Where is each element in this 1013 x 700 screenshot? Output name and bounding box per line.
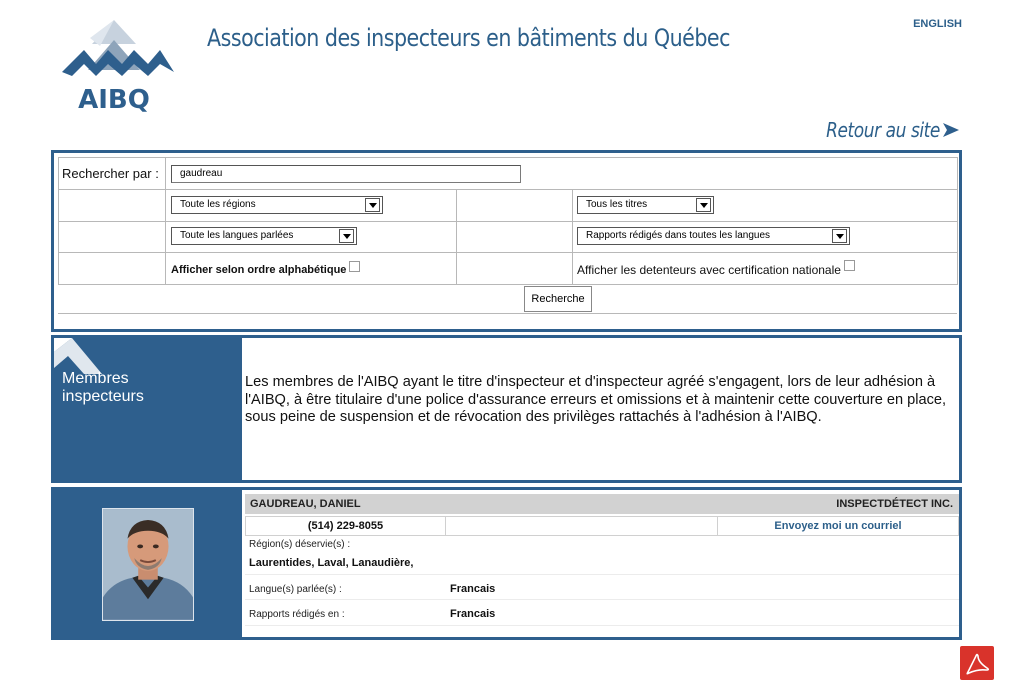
members-label <box>62 370 144 406</box>
language-select[interactable] <box>171 227 357 245</box>
dropdown-arrow-icon <box>832 229 847 243</box>
page-title: Association des inspecteurs en bâtiments du Québec <box>207 24 730 52</box>
result-details <box>245 494 959 635</box>
report-language-select-value: Rapports rédigés dans toutes les langues <box>586 230 771 241</box>
pdf-icon[interactable] <box>960 646 994 680</box>
dropdown-arrow-icon <box>365 198 380 212</box>
languages-label: Langue(s) parlée(s) : <box>249 584 342 595</box>
dropdown-arrow-icon <box>696 198 711 212</box>
reports-label: Rapports rédigés en : <box>249 609 345 620</box>
language-select-value: Toute les langues parlées <box>180 230 294 241</box>
member-phone: (514) 229-8055 <box>246 517 446 535</box>
grid-line <box>165 157 166 285</box>
member-result-card <box>51 487 962 640</box>
national-cert-label: Afficher les detenteurs avec certification nationale <box>577 263 841 277</box>
title-select[interactable] <box>577 196 714 214</box>
search-button[interactable]: Recherche <box>524 286 592 312</box>
members-label-line1: Membres <box>62 370 129 387</box>
grid-line <box>58 157 957 158</box>
alpha-order-option <box>171 264 360 276</box>
member-name: GAUDREAU, DANIEL <box>250 498 361 510</box>
region-select[interactable] <box>171 196 383 214</box>
grid-line <box>58 189 957 190</box>
member-company: INSPECTDÉTECT INC. <box>836 498 953 510</box>
members-sidebar <box>54 338 242 480</box>
grid-line <box>456 189 457 285</box>
alpha-order-checkbox[interactable] <box>349 261 360 272</box>
member-name-bar <box>245 494 959 514</box>
aibq-logo[interactable] <box>52 20 176 112</box>
search-panel <box>51 150 962 332</box>
members-description: Les membres de l'AIBQ ayant le titre d'inspecteur et d'inspecteur agréé s'engagent, lors de leur adhésion à l'AIBQ, à être titulaire d'une police d'assurance erreurs et omissions et à maintenir cette couverture en place, sous peine de suspension et de révocation des privilèges rattachés à l'adhésion à l'AIBQ. <box>245 374 947 425</box>
national-cert-checkbox[interactable] <box>844 260 855 271</box>
english-link[interactable]: ENGLISH <box>913 18 962 30</box>
dropdown-arrow-icon <box>339 229 354 243</box>
logo-text: AIBQ <box>78 85 150 112</box>
row-divider <box>245 574 959 575</box>
national-cert-option <box>577 263 855 277</box>
back-to-site-link[interactable] <box>806 118 960 142</box>
result-sidebar <box>54 490 242 637</box>
languages-value: Francais <box>450 583 496 595</box>
alpha-order-label: Afficher selon ordre alphabétique <box>171 264 347 276</box>
search-by-label: Rechercher par : <box>62 166 159 181</box>
arrow-right-icon <box>942 122 960 138</box>
reports-value: Francais <box>450 608 496 620</box>
back-to-site-label: Retour au site <box>826 118 940 142</box>
grid-line <box>572 189 573 285</box>
grid-line <box>957 157 958 285</box>
regions-value: Laurentides, Laval, Lanaudière, <box>249 557 414 569</box>
contact-empty-cell <box>446 517 718 535</box>
members-info-panel <box>51 335 962 483</box>
grid-line <box>58 221 957 222</box>
regions-label: Région(s) déservie(s) : <box>249 539 351 550</box>
search-input[interactable]: gaudreau <box>171 165 521 183</box>
title-select-value: Tous les titres <box>586 199 648 210</box>
contact-row <box>245 516 959 536</box>
row-divider <box>245 625 959 626</box>
corner-roof-icon <box>54 338 102 374</box>
report-language-select[interactable] <box>577 227 850 245</box>
row-divider <box>245 599 959 600</box>
grid-line <box>58 284 957 285</box>
email-me-link[interactable]: Envoyez moi un courriel <box>774 520 902 532</box>
region-select-value: Toute les régions <box>180 199 256 210</box>
member-photo <box>102 508 194 621</box>
grid-line <box>58 252 957 253</box>
members-label-line2: inspecteurs <box>62 388 144 405</box>
grid-line <box>58 157 59 285</box>
grid-line <box>58 313 957 314</box>
